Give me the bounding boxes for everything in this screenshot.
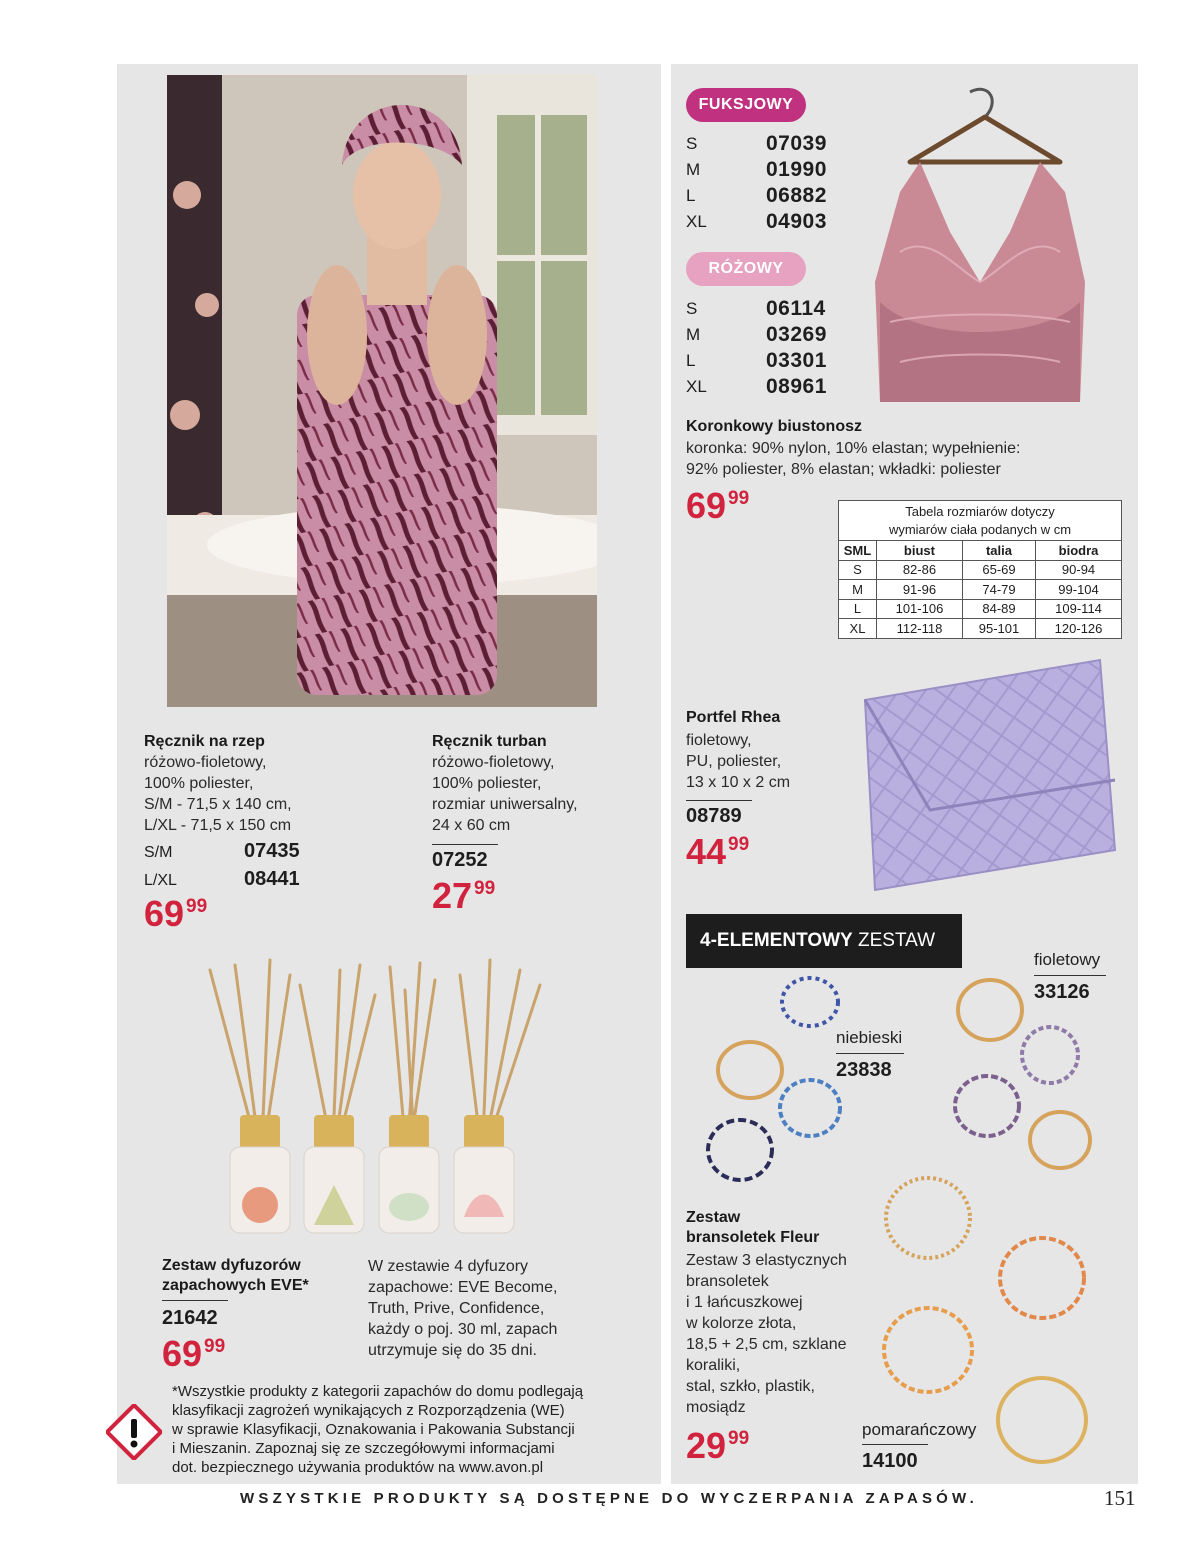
variant-label-orange: pomarańczowy — [862, 1420, 977, 1439]
table-row: XL 112-118 95-101 120-126 — [839, 619, 1122, 639]
variant-badge-pink: RÓŻOWY — [686, 252, 806, 286]
wallet-photo — [860, 650, 1122, 900]
size-row: L 03301 — [686, 349, 827, 372]
bracelets-name: Zestaw bransoletek Fleur — [686, 1209, 820, 1246]
towel-price: 69 99 — [144, 893, 208, 934]
wallet-code: 08789 — [686, 805, 742, 827]
turban-description: różowo-fioletowy, 100% poliester, rozmiar uniwersalny, 24 x 60 cm — [432, 754, 578, 834]
size-row: XL 08961 — [686, 375, 827, 398]
diffusers-photo — [190, 955, 570, 1245]
towel-codes — [144, 838, 300, 894]
table-row: L 101-106 84-89 109-114 — [839, 599, 1122, 619]
size-table — [838, 540, 1122, 639]
turban-code: 07252 — [432, 849, 488, 871]
violet-code-underline — [1034, 975, 1106, 976]
diffusers-name: Zestaw dyfuzorów zapachowych EVE* — [162, 1257, 309, 1294]
variant-label-violet: fioletowy — [1034, 950, 1101, 969]
towel-name: Ręcznik na rzep — [144, 733, 265, 750]
set-banner: 4-ELEMENTOWY ZESTAW — [686, 914, 962, 968]
variant-code-orange: 14100 — [862, 1450, 918, 1472]
bra-photo — [840, 82, 1120, 422]
variant-badge-fuchsia: FUKSJOWY — [686, 88, 806, 122]
diffusers-price: 69 99 — [162, 1333, 226, 1374]
bracelets-description: Zestaw 3 elastycznych bransoletek i 1 łańcuszkowej w kolorze złota, 18,5 + 2,5 cm, szklane koraliki, stal, szkło, plastik, mosiądz — [686, 1252, 847, 1416]
towel-photo — [167, 75, 597, 707]
towel-description: różowo-fioletowy, 100% poliester, S/M - 71,5 x 140 cm, L/XL - 71,5 x 150 cm — [144, 754, 292, 834]
towel-code-row: L/XL 08441 — [144, 868, 300, 890]
hazard-disclaimer: *Wszystkie produkty z kategorii zapachów do domu podlegają klasyfikacji zagrożeń wynikających z Rozporządzenia (WE) w sprawie Klasyfikacji, Oznakowania i Pakowania Substancji i Mieszanin. Zapoznaj się ze szczegółowymi informacjami dot. bezpiecznego używania produktów na www.avon.pl — [172, 1383, 584, 1476]
turban-code-underline — [432, 844, 498, 845]
bra-price: 69 99 — [686, 485, 750, 526]
bracelets-price: 29 99 — [686, 1425, 750, 1466]
blue-code-underline — [836, 1053, 904, 1054]
size-row: S 07039 — [686, 132, 827, 155]
diffusers-description: W zestawie 4 dyfuzory zapachowe: EVE Become, Truth, Prive, Confidence, każdy o poj. 30 ml, zapach utrzymuje się do 35 dni. — [368, 1258, 558, 1359]
size-table-caption: Tabela rozmiarów dotyczy wymiarów ciała podanych w cm — [838, 500, 1122, 540]
bra-description: koronka: 90% nylon, 10% elastan; wypełnienie: 92% poliester, 8% elastan; wkładki: poliester — [686, 440, 1021, 478]
size-row: M 01990 — [686, 158, 827, 181]
bra-name: Koronkowy biustonosz — [686, 418, 862, 435]
diffusers-code: 21642 — [162, 1307, 218, 1329]
turban-name: Ręcznik turban — [432, 733, 547, 750]
wallet-code-underline — [686, 800, 752, 801]
size-row: L 06882 — [686, 184, 827, 207]
hazard-warning-icon — [106, 1404, 162, 1460]
bra-fuchsia-sizes — [686, 131, 856, 235]
variant-code-blue: 23838 — [836, 1059, 892, 1081]
size-row: S 06114 — [686, 297, 826, 320]
page-number: 151 — [1104, 1486, 1136, 1510]
table-row: M 91-96 74-79 99-104 — [839, 580, 1122, 600]
availability-footer: WSZYSTKIE PRODUKTY SĄ DOSTĘPNE DO WYCZERPANIA ZAPASÓW. — [240, 1490, 978, 1507]
size-row: XL 04903 — [686, 210, 827, 233]
wallet-description: fioletowy, PU, poliester, 13 x 10 x 2 cm — [686, 732, 791, 791]
turban-price: 27 99 — [432, 875, 496, 916]
wallet-price: 44 99 — [686, 831, 750, 872]
wallet-name: Portfel Rhea — [686, 709, 781, 726]
towel-code-row: S/M 07435 — [144, 840, 300, 862]
table-row: S 82-86 65-69 90-94 — [839, 560, 1122, 580]
table-header-row: SML biust talia biodra — [839, 541, 1122, 561]
variant-label-blue: niebieski — [836, 1028, 903, 1047]
size-row: M 03269 — [686, 323, 827, 346]
variant-code-violet: 33126 — [1034, 981, 1090, 1003]
bra-pink-sizes — [686, 296, 856, 400]
orange-code-underline — [862, 1444, 928, 1445]
diffusers-code-underline — [162, 1300, 228, 1301]
